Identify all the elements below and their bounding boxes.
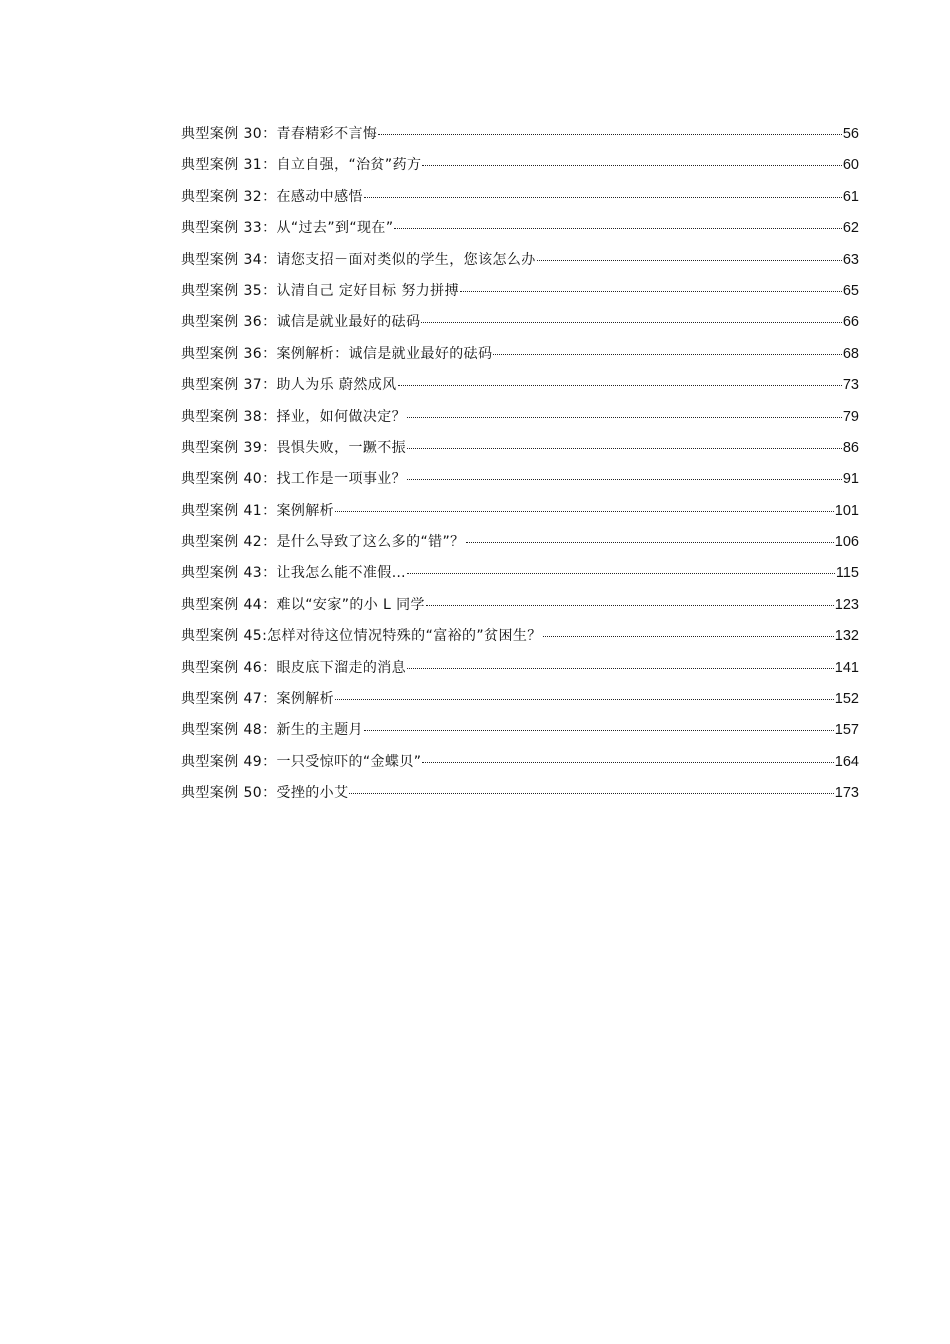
toc-dot-leader [537,260,842,261]
toc-entry-page: 65 [842,282,859,299]
toc-entry-page: 60 [842,157,859,174]
toc-entry-title: 典型案例 35：认清自己 定好目标 努力拼搏 [181,282,459,299]
toc-entry[interactable] [181,370,859,401]
toc-entry[interactable] [181,590,859,621]
toc-entry-title: 典型案例 46：眼皮底下溜走的消息 [181,659,407,676]
toc-entry-page: 73 [842,377,859,394]
toc-entry[interactable] [181,527,859,558]
toc-entry-page: 91 [842,471,859,488]
toc-entry[interactable] [181,182,859,213]
toc-entry-page: 56 [842,126,859,142]
toc-entry[interactable] [181,653,859,684]
toc-entry-title: 典型案例 49：一只受惊吓的“金蝶贝” [181,753,422,770]
toc-entry[interactable] [181,402,859,433]
toc-entry[interactable] [181,684,859,715]
toc-entry-title: 典型案例 50：受挫的小艾 [181,785,349,802]
toc-dot-leader [364,197,842,198]
toc-dot-leader [407,479,842,480]
toc-entry-page: 141 [834,659,859,676]
toc-entry[interactable] [181,558,859,589]
toc-entry-page: 101 [834,502,859,519]
toc-entry-title: 典型案例 36：诚信是就业最好的砝码 [181,314,421,331]
toc-entry-title: 典型案例 41：案例解析 [181,502,335,519]
toc-entry-title: 典型案例 39：畏惧失败，一蹶不振 [181,439,407,456]
toc-entry-title: 典型案例 44：难以“安家”的小 L 同学 [181,596,425,613]
toc-entry-page: 152 [834,691,859,708]
toc-dot-leader [421,322,841,323]
toc-entry[interactable] [181,307,859,338]
toc-dot-leader [335,699,834,700]
toc-dot-leader [349,793,833,794]
toc-entry[interactable] [181,433,859,464]
toc-entry[interactable] [181,778,859,809]
toc-entry-page: 62 [842,220,859,237]
toc-dot-leader [407,668,834,669]
toc-entry-title: 典型案例 30：青春精彩不言悔 [181,126,378,142]
toc-entry-page: 66 [842,314,859,331]
toc-entry-page: 123 [834,596,859,613]
toc-entry-page: 106 [834,534,859,551]
toc-dot-leader [460,291,842,292]
toc-entry[interactable] [181,245,859,276]
toc-dot-leader [422,165,841,166]
toc-entry[interactable] [181,276,859,307]
toc-entry-page: 61 [842,188,859,205]
toc-dot-leader [407,417,842,418]
toc-entry-title: 典型案例 31：自立自强，“治贫”药方 [181,157,422,174]
toc-entry-page: 173 [834,785,859,802]
table-of-contents [181,119,859,810]
toc-dot-leader [466,542,834,543]
toc-entry-page: 164 [834,753,859,770]
toc-entry-title: 典型案例 47：案例解析 [181,691,335,708]
toc-entry-title: 典型案例 32：在感动中感悟 [181,188,363,205]
toc-entry[interactable] [181,150,859,181]
toc-entry-page: 86 [842,439,859,456]
toc-dot-leader [543,636,834,637]
toc-dot-leader [335,511,834,512]
toc-entry-page: 157 [834,722,859,739]
toc-entry-title: 典型案例 42：是什么导致了这么多的“错”？ [181,534,465,551]
toc-entry-page: 79 [842,408,859,425]
toc-entry-title: 典型案例 34：请您支招－面对类似的学生，您该怎么办 [181,251,536,268]
toc-entry-title: 典型案例 45:怎样对待这位情况特殊的“富裕的”贫困生？ [181,628,542,645]
toc-entry[interactable] [181,339,859,370]
toc-dot-leader [378,134,842,135]
toc-dot-leader [394,228,841,229]
toc-entry-title: 典型案例 40：找工作是一项事业？ [181,471,407,488]
toc-entry-page: 63 [842,251,859,268]
toc-entry-title: 典型案例 37：助人为乐 蔚然成风 [181,377,397,394]
toc-dot-leader [398,385,842,386]
toc-entry[interactable] [181,715,859,746]
toc-entry-title: 典型案例 36：案例解析：诚信是就业最好的砝码 [181,345,493,362]
toc-entry-page: 132 [834,628,859,645]
toc-entry[interactable] [181,621,859,652]
toc-entry[interactable] [181,496,859,527]
toc-entry-title: 典型案例 43：让我怎么能不准假… [181,565,407,582]
toc-dot-leader [407,448,842,449]
toc-dot-leader [493,354,841,355]
toc-entry[interactable] [181,464,859,495]
toc-entry-title: 典型案例 38：择业，如何做决定？ [181,408,407,425]
toc-entry-page: 115 [835,565,859,582]
toc-dot-leader [364,730,834,731]
toc-entry[interactable] [181,747,859,778]
toc-dot-leader [426,605,834,606]
toc-entry-page: 68 [842,345,859,362]
toc-dot-leader [407,573,835,574]
toc-dot-leader [422,762,833,763]
toc-entry[interactable] [181,119,859,150]
toc-entry[interactable] [181,213,859,244]
toc-entry-title: 典型案例 48：新生的主题月 [181,722,363,739]
toc-entry-title: 典型案例 33：从“过去”到“现在” [181,220,394,237]
